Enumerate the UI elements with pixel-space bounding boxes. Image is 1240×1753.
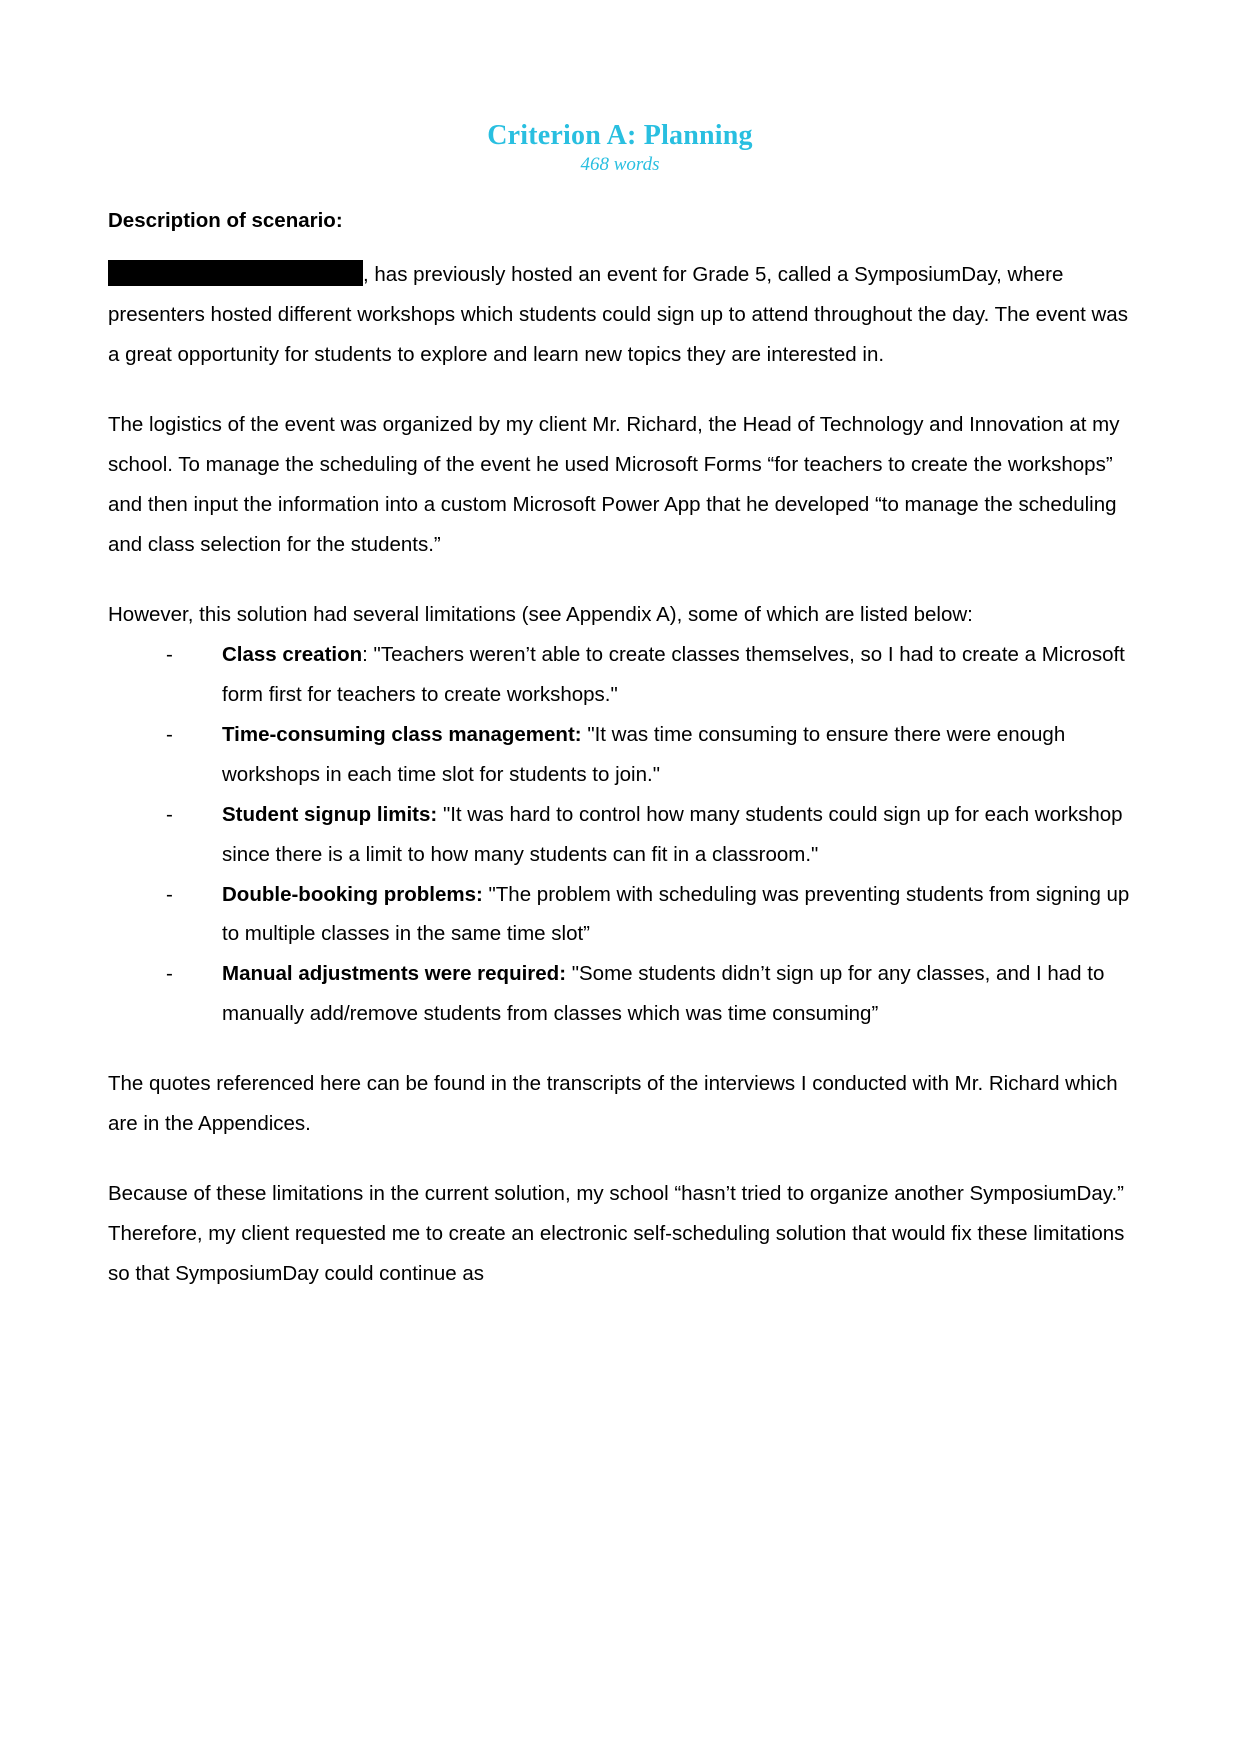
- list-item-text: "It was time consuming to ensure there were enough workshops in each time slot for students to join.": [222, 722, 1066, 786]
- word-count-label: 468 words: [580, 154, 660, 175]
- list-item: [166, 954, 1132, 1034]
- limitations-list: [108, 635, 1132, 1035]
- list-marker: -: [166, 882, 173, 906]
- section-heading-description-of-scenario: Description of scenario:: [108, 209, 343, 232]
- paragraph-scenario-intro: [108, 255, 1132, 375]
- list-marker: -: [166, 642, 173, 666]
- list-item-text: "The problem with scheduling was preventing students from signing up to multiple classes in the same time slot”: [222, 882, 1130, 946]
- list-marker: -: [166, 802, 173, 826]
- paragraph-client-request: Because of these limitations in the current solution, my school “hasn’t tried to organize another SymposiumDay.” Therefore, my client requested me to create an electronic self-scheduling solution that would fix these limitations so that SymposiumDay could continue as: [108, 1182, 1125, 1286]
- list-marker: -: [166, 962, 173, 986]
- page-title: Criterion A: Planning: [487, 120, 753, 151]
- list-item-text: "It was hard to control how many students could sign up for each workshop since there is a limit to how many students can fit in a classroom.": [222, 802, 1123, 866]
- redaction-bar: [108, 260, 363, 286]
- list-item-term: Manual adjustments were required:: [222, 962, 567, 986]
- list-item-term: Class creation: [222, 642, 363, 666]
- list-item-term: Time-consuming class management:: [222, 722, 582, 746]
- list-marker: -: [166, 722, 173, 746]
- list-item: [166, 635, 1132, 715]
- paragraph-quotes-reference: The quotes referenced here can be found in the transcripts of the interviews I conducted with Mr. Richard which are in the Appendices.: [108, 1072, 1118, 1136]
- paragraph-logistics: The logistics of the event was organized by my client Mr. Richard, the Head of Technology and Innovation at my school. To manage the scheduling of the event he used Microsoft Forms “for teachers to create the workshops” and then input the information into a custom Microsoft Power App that he developed “to manage the scheduling and class selection for the students.”: [108, 412, 1120, 556]
- list-item: [166, 715, 1132, 795]
- paragraph-scenario-intro-text: , has previously hosted an event for Grade 5, called a SymposiumDay, where presenters hosted different workshops which students could sign up to attend throughout the day. The event was a great opportunity for students to explore and learn new topics they are interested in.: [108, 262, 1128, 366]
- list-item-text: "Some students didn’t sign up for any classes, and I had to manually add/remove students from classes which was time consuming”: [222, 962, 1105, 1026]
- list-item-term: Student signup limits:: [222, 802, 438, 826]
- list-item: [166, 875, 1132, 955]
- list-item-term: Double-booking problems:: [222, 882, 483, 906]
- paragraph-limitations-intro: However, this solution had several limitations (see Appendix A), some of which are listed below:: [108, 602, 973, 626]
- list-item: [166, 795, 1132, 875]
- list-item-text: : "Teachers weren’t able to create classes themselves, so I had to create a Microsoft form first for teachers to create workshops.": [222, 642, 1125, 706]
